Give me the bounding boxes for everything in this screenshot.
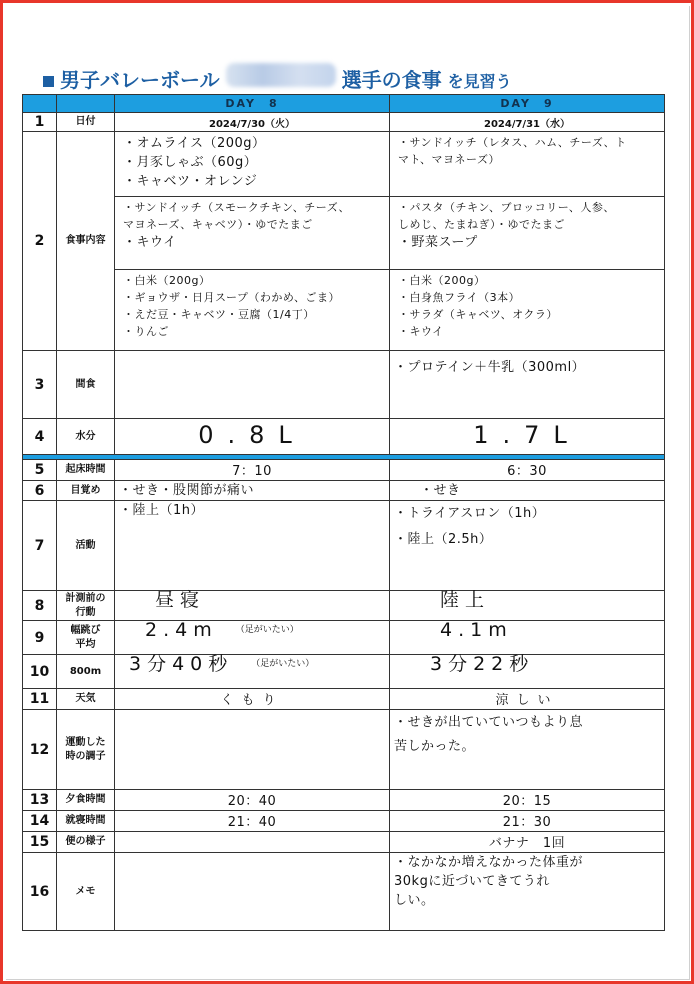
day-8-snack (115, 351, 390, 419)
day-9-800m: 3分22秒 (390, 655, 665, 689)
redacted-name (226, 63, 336, 87)
day-8-water: 0.8L (115, 419, 390, 455)
row-condition: 12 運動した 時の調子 ・せきが出ていていつもより息 苦しかった。 (23, 710, 665, 790)
day-8-lunch: ・サンドイッチ（スモークチキン、チーズ、 マヨネーズ、キャベツ）・ゆでたまご ・キウイ (115, 196, 389, 269)
day-9-breakfast: ・サンドイッチ（レタス、ハム、チーズ、ト マト、マヨネーズ） (398, 136, 627, 166)
day-9-waking: ・せき (390, 481, 665, 501)
day-8-dinner: ・白米（200g） ・ギョウザ・日月スープ（わかめ、ごま） ・えだ豆・キャベツ・豆腐（1/4丁） ・りんご (115, 269, 389, 350)
title-end: を見習う (447, 72, 512, 91)
day-9-header: DAY 9 (390, 95, 665, 113)
meal-log-table (22, 94, 665, 931)
day-9-pre-measure: 陸上 (390, 591, 665, 621)
day-9-date: 2024/7/31（水） (390, 113, 665, 132)
day-9-lunch: ・パスタ（チキン、ブロッコリー、人参、 しめじ、たまねぎ）・ゆでたまご ・野菜スープ (390, 196, 664, 269)
document-title (43, 63, 512, 93)
day-8-condition (115, 710, 390, 790)
day-8-bed-time: 21：40 (115, 811, 390, 832)
day-8-dinner-time: 20：40 (115, 790, 390, 811)
day-9-activity: ・トライアスロン（1h） ・陸上（2.5h） (390, 501, 665, 591)
day-8-breakfast: ・オムライス（200g） ・月豕しゃぶ（60g） ・キャベツ・オレンジ (123, 136, 266, 189)
row-waking: 6 目覚め ・せき・股関節が痛い ・せき (23, 481, 665, 501)
row-weather: 11 天気 くもり 涼しい (23, 689, 665, 710)
day-9-condition: ・せきが出ていていつもより息 苦しかった。 (390, 710, 665, 790)
row-stool: 15 便の様子 バナナ 1回 (23, 832, 665, 853)
row-snack: 3 間食 ・プロテイン＋牛乳（300ml） (23, 351, 665, 419)
row-water: 4 水分 0.8L 1.7L (23, 419, 665, 455)
day-8-pre-measure: 昼寝 (115, 591, 390, 621)
day-8-stool (115, 832, 390, 853)
day-9-dinner-time: 20：15 (390, 790, 665, 811)
day-9-water: 1.7L (390, 419, 665, 455)
row-long-jump: 9 幅跳び 平均 2.4m $^{(足がいたい)}$ 4.1m (23, 621, 665, 655)
day-9-stool: バナナ 1回 (390, 832, 665, 853)
row-memo: 16 メモ ・なかなか増えなかった体重が 30kgに近づいてきてうれ しい。 (23, 853, 665, 931)
day-9-dinner: ・白米（200g） ・白身魚フライ（3本） ・サラダ（キャベツ、オクラ） ・キウイ (390, 269, 664, 350)
row-dinner-time: 13 夕食時間 20：40 20：15 (23, 790, 665, 811)
day-9-memo: ・なかなか増えなかった体重が 30kgに近づいてきてうれ しい。 (390, 853, 665, 931)
row-pre-measure: 8 計測前の 行動 昼寝 陸上 (23, 591, 665, 621)
day-8-waking: ・せき・股関節が痛い (115, 481, 390, 501)
day-8-date: 2024/7/30（火） (115, 113, 390, 132)
day-9-weather: 涼しい (390, 689, 665, 710)
row-activity: 7 活動 ・陸上（1h） ・トライアスロン（1h） ・陸上（2.5h） (23, 501, 665, 591)
day-8-long-jump: 2.4m $^{(足がいたい)}$ (115, 621, 390, 655)
day-header-row (23, 95, 665, 113)
title-bullet-icon (43, 76, 54, 87)
day-9-bed-time: 21：30 (390, 811, 665, 832)
day-8-memo (115, 853, 390, 931)
row-800m: 10 800m 3分40秒 $^{(足がいたい)}$ 3分22秒 (23, 655, 665, 689)
row-date: 1 日付 2024/7/30（火） 2024/7/31（水） (23, 113, 665, 132)
day-8-wake-time: 7：10 (115, 460, 390, 481)
day-9-meals (390, 132, 665, 351)
row-bed-time: 14 就寝時間 21：40 21：30 (23, 811, 665, 832)
day-9-long-jump: 4.1m (390, 621, 665, 655)
row-wake-time: 5 起床時間 7：10 6：30 (23, 460, 665, 481)
day-9-wake-time: 6：30 (390, 460, 665, 481)
day-8-activity: ・陸上（1h） (115, 501, 390, 591)
day-8-800m: 3分40秒 $^{(足がいたい)}$ (115, 655, 390, 689)
day-8-header: DAY 8 (115, 95, 390, 113)
title-main: 男子バレーボール (60, 68, 220, 92)
day-8-meals (115, 132, 390, 351)
row-meals: 2 食事内容 ・オムライス（200g） ・月豕しゃぶ（60g） ・キャベツ・オレンジ ・サンドイッチ（スモークチキン、チーズ、 マヨネーズ、キャベツ）・ゆでたまご ・キウイ ・白米（200g） ・ギョウザ・日月スープ（わかめ、ごま） ・えだ豆・キャベツ・豆腐（1/4丁） ・りんご ・サンドイッチ（レタス、ハム、チーズ、ト マト、マヨネーズ） ・パスタ（チキン、ブロッコリー、人参、 しめじ、たまねぎ）・ゆでたまご ・野菜スープ ・白米（200g） ・白身魚フライ（3本） ・サラダ（キャベツ、オクラ） ・キウイ (23, 132, 665, 351)
title-suffix: 選手の食事 (341, 68, 442, 92)
day-9-snack: ・プロテイン＋牛乳（300ml） (390, 351, 665, 419)
day-8-weather: くもり (115, 689, 390, 710)
